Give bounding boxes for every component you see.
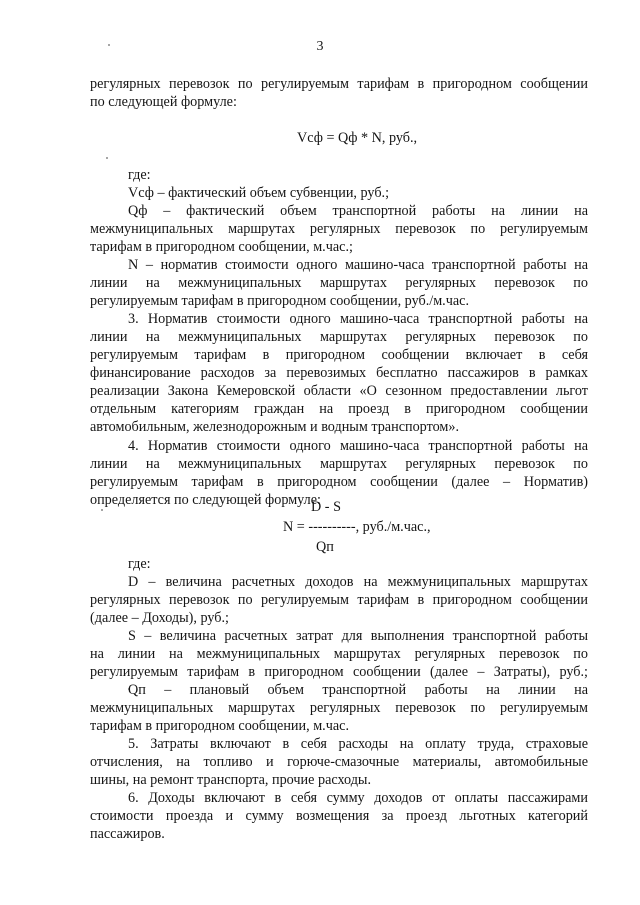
paragraph-5-line: 5. Затраты включают в себя расходы на оплату труда, страховые: [128, 736, 588, 752]
scan-speck: [101, 509, 103, 511]
body-line: (далее – Доходы), руб.;: [90, 610, 229, 626]
body-line: по следующей формуле:: [90, 94, 237, 110]
body-line: межмуниципальных маршрутах регулярных перевозок по регулируемым: [90, 700, 588, 716]
paragraph-6-line: пассажиров.: [90, 826, 165, 842]
body-line: Qф – фактический объем транспортной работы на линии на: [128, 203, 588, 219]
paragraph-3-line: 3. Норматив стоимости одного машино-часа транспортной работы на: [128, 311, 588, 327]
formula-vsf: Vсф = Qф * N, руб.,: [297, 130, 418, 146]
body-line: N – норматив стоимости одного машино-часа транспортной работы на: [128, 257, 588, 273]
paragraph-3-line: автомобильным, железнодорожным и водным транспортом».: [90, 419, 460, 435]
scan-speck: [106, 157, 108, 159]
page-number: 3: [316, 39, 324, 54]
paragraph-5-line: шины, на ремонт транспорта, прочие расходы.: [90, 772, 372, 788]
body-line: регулируемым тарифам в пригородном сообщении, руб./м.час.: [90, 293, 470, 309]
body-line: D – величина расчетных доходов на межмуниципальных маршрутах: [128, 574, 588, 590]
body-line: на линии на межмуниципальных маршрутах регулярных перевозок по: [90, 646, 588, 662]
paragraph-3-line: линии на межмуниципальных маршрутах регулярных перевозок по: [90, 329, 588, 345]
paragraph-4-line: определяется по следующей формуле:: [90, 492, 321, 508]
paragraph-3-line: финансирование расходов за перевозимых бесплатно пассажиров в рамках: [90, 365, 588, 381]
formula-n: N = ----------, руб./м.час.,: [283, 519, 431, 535]
paragraph-6-line: 6. Доходы включают в себя сумму доходов от оплаты пассажирами: [128, 790, 588, 806]
body-line: Vсф – фактический объем субвенции, руб.;: [128, 185, 390, 201]
body-line: регулируемым тарифам в пригородном сообщении (далее – Затраты), руб.;: [90, 664, 588, 680]
formula-denominator: Qп: [316, 539, 334, 555]
body-line: тарифам в пригородном сообщении, м.час.;: [90, 239, 353, 255]
body-line: S – величина расчетных затрат для выполнения транспортной работы: [128, 628, 588, 644]
body-line: тарифам в пригородном сообщении, м.час.: [90, 718, 349, 734]
body-line: Qп – плановый объем транспортной работы на линии на: [128, 682, 588, 698]
where-label: где:: [128, 556, 151, 572]
body-line: регулярных перевозок по регулируемым тарифам в пригородном сообщении: [90, 76, 588, 92]
formula-numerator: D - S: [311, 499, 341, 515]
paragraph-3-line: отдельным категориям граждан на проезд в пригородном сообщении: [90, 401, 588, 417]
body-line: регулярных перевозок по регулируемым тарифам в пригородном сообщении: [90, 592, 588, 608]
paragraph-4-line: линии на межмуниципальных маршрутах регулярных перевозок по: [90, 456, 588, 472]
body-line: линии на межмуниципальных маршрутах регулярных перевозок по: [90, 275, 588, 291]
paragraph-5-line: отчисления, на топливо и горюче-смазочные материалы, автомобильные: [90, 754, 588, 770]
where-label: где:: [128, 167, 151, 183]
paragraph-3-line: регулируемым тарифам в пригородном сообщении включает в себя: [90, 347, 588, 363]
paragraph-3-line: реализации Закона Кемеровской области «О сезонном предоставлении льгот: [90, 383, 588, 399]
paragraph-6-line: стоимости проезда и сумму возмещения за проезд льготных категорий: [90, 808, 588, 824]
body-line: межмуниципальных маршрутах регулярных перевозок по регулируемым: [90, 221, 588, 237]
paragraph-4-line: 4. Норматив стоимости одного машино-часа транспортной работы на: [128, 438, 588, 454]
paragraph-4-line: регулируемым тарифам в пригородном сообщении (далее – Норматив): [90, 474, 588, 490]
